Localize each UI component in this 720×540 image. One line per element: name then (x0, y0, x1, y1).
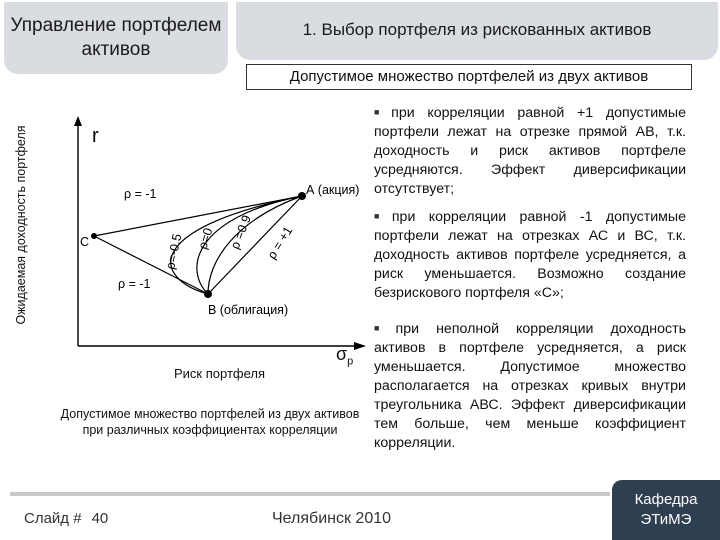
note-item: ■ при корреляции равной -1 допустимые портфели лежат на отрезках АС и ВС, т.к. доходность активов портфеле усредняется, а риск уменьшается. Возможно создание безрискового портфеля «С»; (374, 209, 686, 301)
slide-subtitle: Допустимое множество портфелей из двух активов (246, 64, 692, 90)
x-axis-label: Риск портфеля (174, 366, 266, 381)
department-badge: Кафедра ЭТиМЭ (612, 480, 720, 540)
header-left-title: Управление портфелем активов (4, 2, 228, 74)
curve-label-rho-minus1-lower: ρ = -1 (118, 277, 151, 291)
curve-label-rho-0: ρ=0 (195, 226, 216, 251)
figure-caption: Допустимое множество портфелей из двух активов при различных коэффициентах корреляции (60, 407, 360, 437)
point-b-label: В (облигация) (208, 303, 289, 317)
x-axis-arrow (354, 342, 366, 350)
footer-city-year: Челябинск 2010 (272, 510, 392, 527)
note-item: ■ при неполной корреляции доходность активов в портфеле усредняется, а риск уменьшается. Допустимое множество располагается на отрезках кривых внутри треугольника АВС. Эффект диверсификации тем больше, чем меньше коэффициент корреляции. (374, 321, 686, 451)
portfolio-diagram (60, 110, 372, 350)
curve-label-rho-minus1-upper: ρ = -1 (124, 187, 157, 201)
bullet-icon: ■ (374, 211, 389, 221)
slide-number: Слайд # 40 (24, 510, 109, 527)
y-axis-symbol: r (92, 125, 99, 147)
curve-label-rho-minus05: ρ=-0.5 (163, 232, 185, 271)
x-axis-symbol: $\sigma_p$ (336, 344, 354, 368)
notes-list (374, 103, 686, 461)
point-a (298, 192, 306, 200)
y-axis-label: Ожидаемая доходность портфеля (14, 125, 28, 325)
header-right-title: 1. Выбор портфеля из рискованных активов (236, 2, 718, 60)
curve-rho-minus1-bc (94, 236, 208, 294)
bullet-icon: ■ (374, 107, 389, 117)
curve-rho-plus1 (208, 196, 302, 294)
point-a-label: А (акция) (306, 183, 360, 197)
point-c (91, 233, 97, 239)
note-item: ■ при корреляции равной +1 допустимые портфели лежат на отрезке прямой АВ, т.к. доходность и риск активов портфеле усредняются. Эффект диверсификации отсутствует; (374, 105, 687, 197)
curve-label-rho-09: ρ =0.9 (227, 213, 254, 252)
point-b (204, 290, 212, 298)
bullet-icon: ■ (374, 323, 393, 333)
y-axis-arrow (74, 116, 82, 126)
point-c-label: С (80, 235, 90, 249)
curve-label-rho-plus1: ρ = +1 (264, 223, 296, 262)
footer-divider (10, 492, 610, 496)
